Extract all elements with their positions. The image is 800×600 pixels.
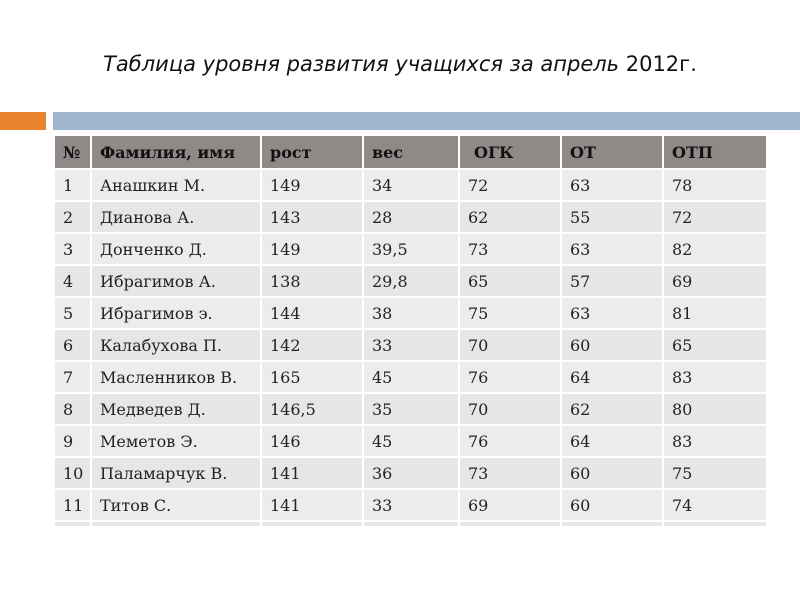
slide-title <box>0 52 800 76</box>
cell-ogk: 73 <box>459 457 561 489</box>
cell-height: 146 <box>261 425 363 457</box>
cell-height: 149 <box>261 233 363 265</box>
cell-height: 138 <box>261 265 363 297</box>
cell-number: 6 <box>55 329 91 361</box>
cell-weight: 28 <box>363 201 459 233</box>
cell-otp: 83 <box>663 425 767 457</box>
cell-ogk: 70 <box>459 329 561 361</box>
filler-cell <box>363 521 459 527</box>
cell-otp: 80 <box>663 393 767 425</box>
cell-height: 144 <box>261 297 363 329</box>
cell-ogk: 73 <box>459 233 561 265</box>
cell-ot: 55 <box>561 201 663 233</box>
cell-name: Анашкин М. <box>91 169 261 201</box>
header-ogk: ОГК <box>459 136 561 169</box>
cell-otp: 83 <box>663 361 767 393</box>
cell-height: 142 <box>261 329 363 361</box>
cell-ogk: 69 <box>459 489 561 521</box>
cell-weight: 33 <box>363 329 459 361</box>
cell-otp: 69 <box>663 265 767 297</box>
cell-height: 143 <box>261 201 363 233</box>
cell-weight: 33 <box>363 489 459 521</box>
table-row <box>55 233 767 265</box>
students-table <box>55 136 768 528</box>
cell-weight: 35 <box>363 393 459 425</box>
cell-ogk: 75 <box>459 297 561 329</box>
cell-otp: 74 <box>663 489 767 521</box>
cell-height: 146,5 <box>261 393 363 425</box>
cell-name: Дианова А. <box>91 201 261 233</box>
cell-ot: 60 <box>561 489 663 521</box>
table-row <box>55 201 767 233</box>
cell-ot: 63 <box>561 169 663 201</box>
table-row <box>55 361 767 393</box>
header-number: № <box>55 136 91 169</box>
filler-cell <box>663 521 767 527</box>
cell-number: 9 <box>55 425 91 457</box>
cell-otp: 75 <box>663 457 767 489</box>
cell-ot: 63 <box>561 233 663 265</box>
cell-ot: 63 <box>561 297 663 329</box>
header-name: Фамилия, имя <box>91 136 261 169</box>
cell-height: 165 <box>261 361 363 393</box>
cell-otp: 72 <box>663 201 767 233</box>
cell-number: 3 <box>55 233 91 265</box>
cell-weight: 45 <box>363 425 459 457</box>
cell-number: 4 <box>55 265 91 297</box>
cell-name: Паламарчук В. <box>91 457 261 489</box>
header-otp: ОТП <box>663 136 767 169</box>
cell-ot: 62 <box>561 393 663 425</box>
header-ot: ОТ <box>561 136 663 169</box>
header-band <box>53 112 800 130</box>
header-height: рост <box>261 136 363 169</box>
cell-height: 149 <box>261 169 363 201</box>
table-row <box>55 457 767 489</box>
table-row <box>55 393 767 425</box>
filler-cell <box>459 521 561 527</box>
cell-otp: 78 <box>663 169 767 201</box>
filler-cell <box>91 521 261 527</box>
cell-weight: 36 <box>363 457 459 489</box>
cell-weight: 34 <box>363 169 459 201</box>
cell-name: Титов С. <box>91 489 261 521</box>
cell-number: 5 <box>55 297 91 329</box>
cell-weight: 29,8 <box>363 265 459 297</box>
cell-otp: 82 <box>663 233 767 265</box>
cell-name: Ибрагимов А. <box>91 265 261 297</box>
table-row <box>55 489 767 521</box>
table-bottom-strip <box>55 521 767 527</box>
cell-number: 10 <box>55 457 91 489</box>
cell-number: 1 <box>55 169 91 201</box>
cell-weight: 38 <box>363 297 459 329</box>
header-weight: вес <box>363 136 459 169</box>
cell-ogk: 65 <box>459 265 561 297</box>
cell-name: Меметов Э. <box>91 425 261 457</box>
cell-height: 141 <box>261 489 363 521</box>
table-row <box>55 265 767 297</box>
cell-name: Ибрагимов э. <box>91 297 261 329</box>
cell-otp: 65 <box>663 329 767 361</box>
table-header-row <box>55 136 767 169</box>
title-text: Таблица уровня развития учащихся за апрель <box>103 52 626 76</box>
cell-weight: 45 <box>363 361 459 393</box>
filler-cell <box>261 521 363 527</box>
cell-weight: 39,5 <box>363 233 459 265</box>
table-row <box>55 329 767 361</box>
accent-bar <box>0 112 46 130</box>
cell-ogk: 62 <box>459 201 561 233</box>
table-row <box>55 169 767 201</box>
cell-name: Калабухова П. <box>91 329 261 361</box>
cell-ot: 64 <box>561 425 663 457</box>
cell-ogk: 76 <box>459 425 561 457</box>
cell-name: Донченко Д. <box>91 233 261 265</box>
filler-cell <box>561 521 663 527</box>
cell-number: 7 <box>55 361 91 393</box>
filler-cell <box>55 521 91 527</box>
cell-ot: 57 <box>561 265 663 297</box>
cell-height: 141 <box>261 457 363 489</box>
cell-number: 2 <box>55 201 91 233</box>
cell-ot: 60 <box>561 329 663 361</box>
cell-ogk: 70 <box>459 393 561 425</box>
title-year: 2012г. <box>625 52 697 76</box>
table-body <box>55 169 767 527</box>
cell-number: 11 <box>55 489 91 521</box>
table-row <box>55 425 767 457</box>
cell-name: Медведев Д. <box>91 393 261 425</box>
cell-otp: 81 <box>663 297 767 329</box>
cell-ot: 64 <box>561 361 663 393</box>
cell-ot: 60 <box>561 457 663 489</box>
cell-ogk: 76 <box>459 361 561 393</box>
cell-name: Масленников В. <box>91 361 261 393</box>
cell-ogk: 72 <box>459 169 561 201</box>
cell-number: 8 <box>55 393 91 425</box>
table-row <box>55 297 767 329</box>
